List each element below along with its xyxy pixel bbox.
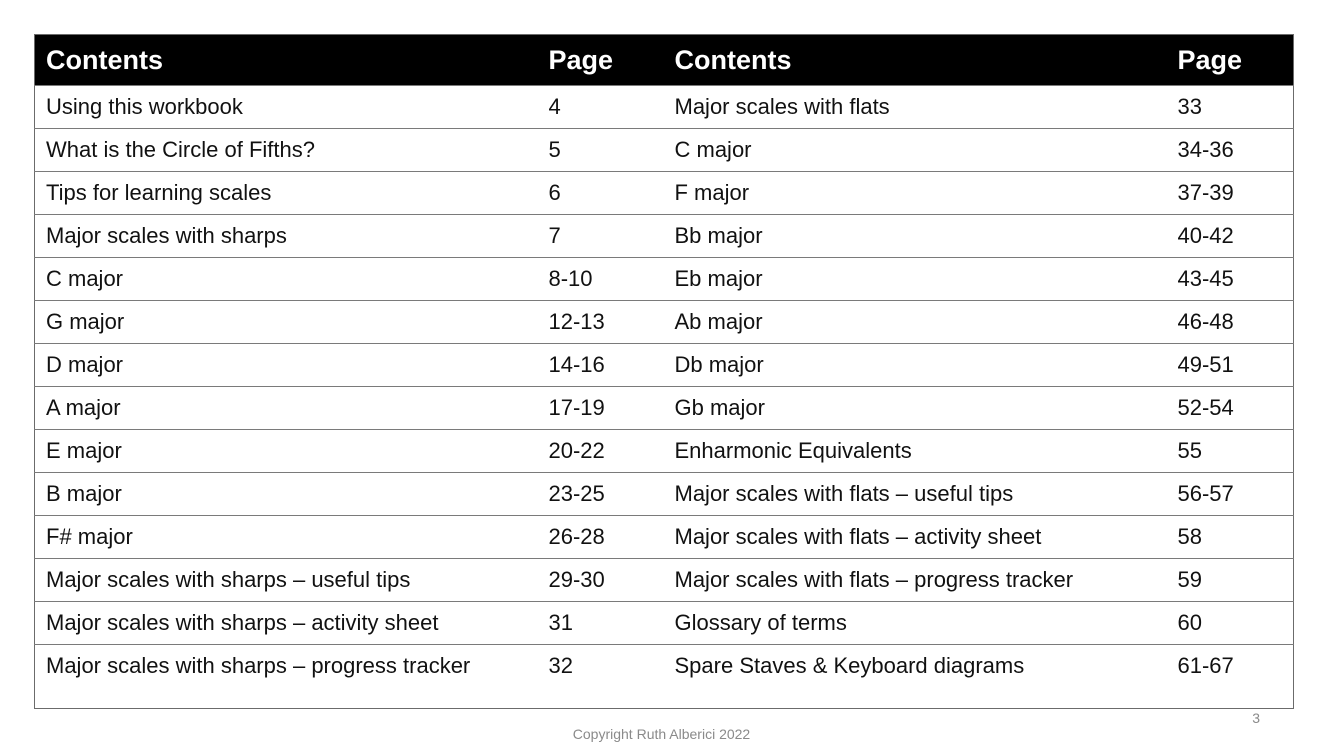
header-page-right: Page (1167, 35, 1294, 86)
slide-number: 3 (1252, 710, 1260, 726)
entry-page-left: 12-13 (538, 301, 664, 344)
table-row (35, 602, 1294, 645)
entry-page-right: 60 (1167, 602, 1294, 645)
entry-title-left: Major scales with sharps – activity sheet (35, 602, 538, 645)
entry-title-left: E major (35, 430, 538, 473)
entry-title-right: Gb major (664, 387, 1167, 430)
entry-page-left: 23-25 (538, 473, 664, 516)
entry-title-right: Bb major (664, 215, 1167, 258)
entry-page-right: 43-45 (1167, 258, 1294, 301)
entry-title-right: Spare Staves & Keyboard diagrams (664, 645, 1167, 709)
entry-title-left: What is the Circle of Fifths? (35, 129, 538, 172)
entry-title-right: F major (664, 172, 1167, 215)
entry-page-right: 52-54 (1167, 387, 1294, 430)
entry-title-left: C major (35, 258, 538, 301)
entry-title-right: Major scales with flats – useful tips (664, 473, 1167, 516)
entry-page-right: 33 (1167, 86, 1294, 129)
entry-page-left: 14-16 (538, 344, 664, 387)
entry-title-right: Db major (664, 344, 1167, 387)
table-row (35, 559, 1294, 602)
entry-title-right: Major scales with flats – progress tracker (664, 559, 1167, 602)
entry-title-left: D major (35, 344, 538, 387)
header-page-left: Page (538, 35, 664, 86)
entry-page-right: 40-42 (1167, 215, 1294, 258)
entry-title-left: Major scales with sharps (35, 215, 538, 258)
entry-title-left: Tips for learning scales (35, 172, 538, 215)
entry-page-left: 29-30 (538, 559, 664, 602)
entry-page-right: 61-67 (1167, 645, 1294, 709)
entry-page-right: 49-51 (1167, 344, 1294, 387)
entry-page-left: 26-28 (538, 516, 664, 559)
table-row (35, 387, 1294, 430)
entry-title-left: A major (35, 387, 538, 430)
table-row (35, 86, 1294, 129)
entry-page-left: 32 (538, 645, 664, 709)
entry-page-right: 46-48 (1167, 301, 1294, 344)
table-row (35, 516, 1294, 559)
table-row (35, 430, 1294, 473)
entry-title-right: Major scales with flats (664, 86, 1167, 129)
entry-title-right: Ab major (664, 301, 1167, 344)
entry-page-left: 17-19 (538, 387, 664, 430)
table-header-row (35, 35, 1294, 86)
contents-table (34, 34, 1294, 709)
table-row (35, 172, 1294, 215)
table-row (35, 301, 1294, 344)
entry-title-right: Enharmonic Equivalents (664, 430, 1167, 473)
entry-page-left: 5 (538, 129, 664, 172)
entry-title-left: B major (35, 473, 538, 516)
copyright-notice: Copyright Ruth Alberici 2022 (572, 726, 751, 742)
table-row (35, 344, 1294, 387)
table-row (35, 129, 1294, 172)
entry-title-left: Using this workbook (35, 86, 538, 129)
entry-title-left: Major scales with sharps – progress tracker (35, 645, 538, 709)
entry-page-right: 59 (1167, 559, 1294, 602)
entry-page-right: 58 (1167, 516, 1294, 559)
entry-page-left: 31 (538, 602, 664, 645)
table-body (35, 86, 1294, 709)
table-row (35, 473, 1294, 516)
entry-title-right: Eb major (664, 258, 1167, 301)
header-contents-right: Contents (664, 35, 1167, 86)
entry-title-right: Major scales with flats – activity sheet (664, 516, 1167, 559)
entry-page-right: 37-39 (1167, 172, 1294, 215)
entry-title-left: F# major (35, 516, 538, 559)
entry-page-left: 4 (538, 86, 664, 129)
header-contents-left: Contents (35, 35, 538, 86)
entry-page-left: 20-22 (538, 430, 664, 473)
entry-title-left: G major (35, 301, 538, 344)
table-row (35, 258, 1294, 301)
entry-title-left: Major scales with sharps – useful tips (35, 559, 538, 602)
entry-page-left: 6 (538, 172, 664, 215)
entry-title-right: Glossary of terms (664, 602, 1167, 645)
table-row (35, 215, 1294, 258)
entry-page-left: 8-10 (538, 258, 664, 301)
entry-page-left: 7 (538, 215, 664, 258)
table-row (35, 645, 1294, 709)
entry-page-right: 55 (1167, 430, 1294, 473)
entry-title-right: C major (664, 129, 1167, 172)
entry-page-right: 56-57 (1167, 473, 1294, 516)
entry-page-right: 34-36 (1167, 129, 1294, 172)
